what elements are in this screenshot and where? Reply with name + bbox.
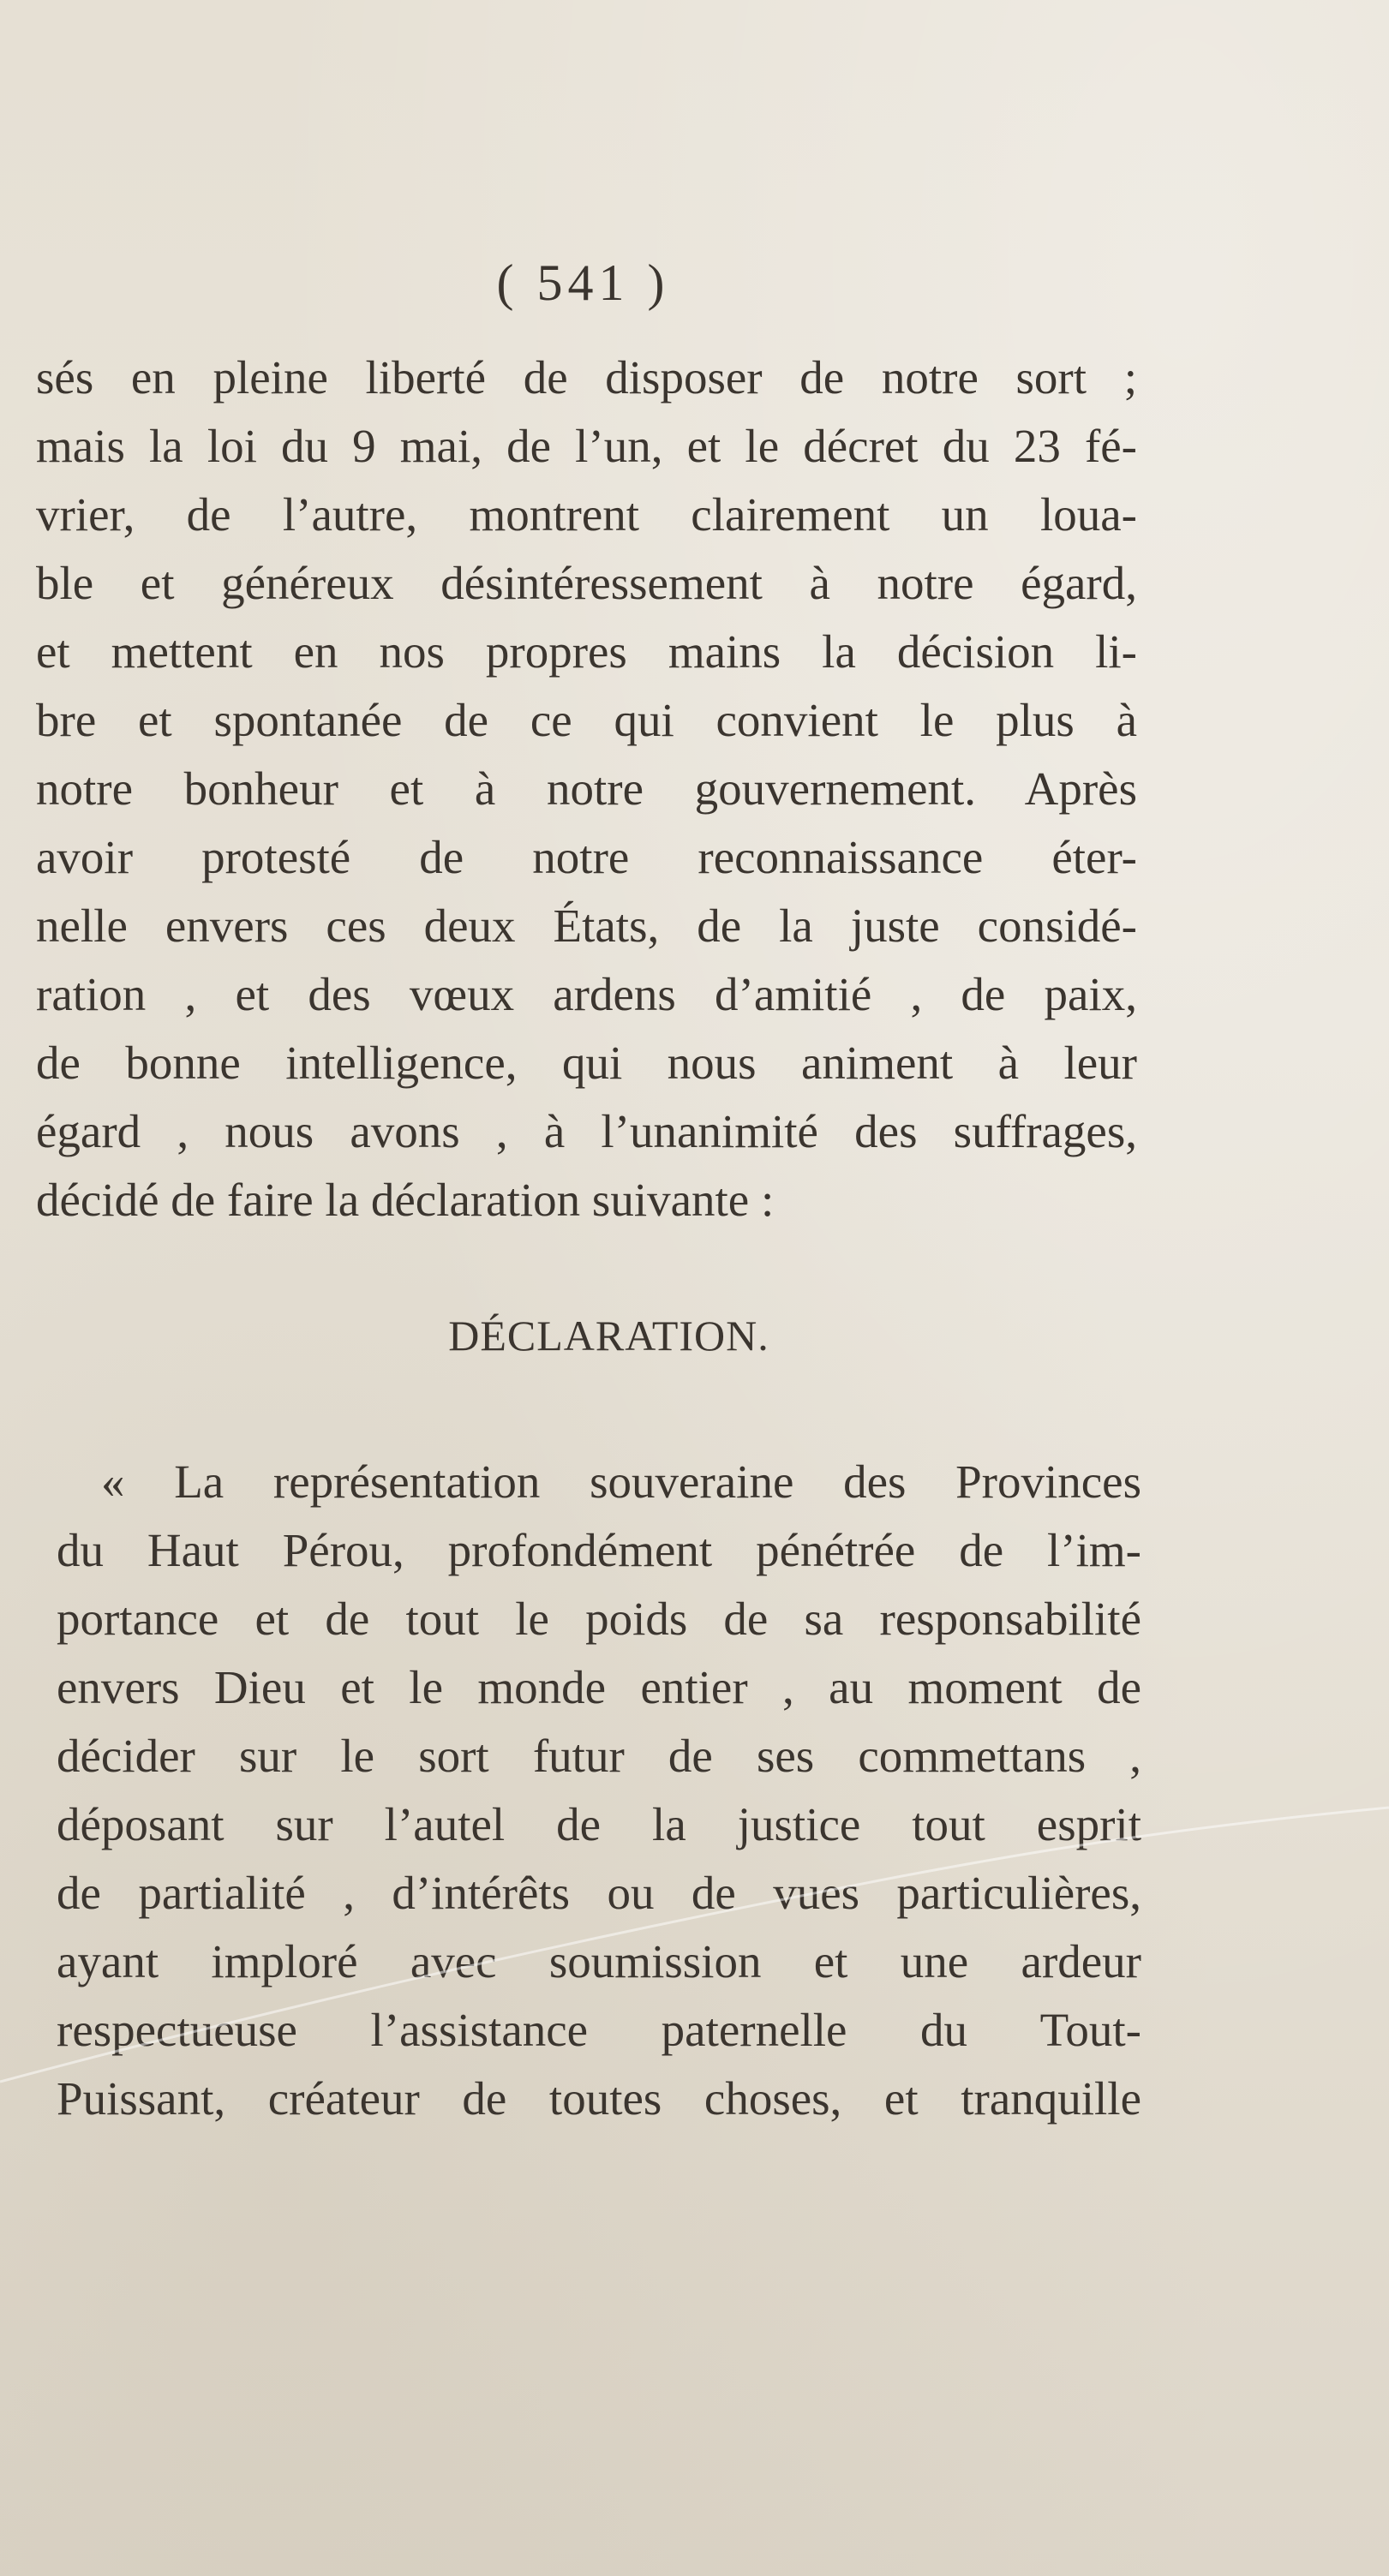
text-line: envers Dieu et le monde entier , au moment de [57, 1661, 1141, 1713]
text-line: mais la loi du 9 mai, de l’un, et le décret du 23 fé- [36, 420, 1137, 472]
text-line: respectueuse l’assistance paternelle du Tout- [57, 2004, 1141, 2056]
text-line: « La représentation souveraine des Provinces [101, 1455, 1141, 1508]
text-line: du Haut Pérou, profondément pénétrée de l’im- [57, 1524, 1141, 1576]
text-line: bre et spontanée de ce qui convient le plus à [36, 694, 1137, 746]
text-line: vrier, de l’autre, montrent clairement un loua- [36, 488, 1137, 541]
text-line: Puissant, créateur de toutes choses, et tranquille [57, 2072, 1141, 2125]
text-line: égard , nous avons , à l’unanimité des suffrages, [36, 1105, 1137, 1157]
text-line: déposant sur l’autel de la justice tout esprit [57, 1798, 1141, 1850]
text-line: ration , et des vœux ardens d’amitié , de paix, [36, 968, 1137, 1020]
text-line: sés en pleine liberté de disposer de notre sort ; [36, 351, 1137, 403]
text-line: ayant imploré avec soumission et une ardeur [57, 1935, 1141, 1987]
text-line: ble et généreux désintéressement à notre égard, [36, 557, 1137, 609]
text-line: de partialité , d’intérêts ou de vues particulières, [57, 1867, 1141, 1919]
text-line: de bonne intelligence, qui nous animent à leur [36, 1037, 1137, 1089]
text-line: nelle envers ces deux États, de la juste considé- [36, 900, 1137, 952]
section-heading: DÉCLARATION. [448, 1312, 769, 1360]
text-line: notre bonheur et à notre gouvernement. Après [36, 762, 1137, 815]
paragraph-2 [57, 1448, 1141, 2133]
text-line: décider sur le sort futur de ses commettans , [57, 1730, 1141, 1782]
text-line: et mettent en nos propres mains la décision li- [36, 625, 1137, 678]
text-line: portance et de tout le poids de sa responsabilité [57, 1593, 1141, 1645]
text-line: avoir protesté de notre reconnaissance éter- [36, 831, 1137, 883]
page-number: ( 541 ) [496, 254, 670, 311]
paragraph-1 [36, 344, 1137, 1234]
text-line: décidé de faire la déclaration suivante : [36, 1174, 775, 1226]
